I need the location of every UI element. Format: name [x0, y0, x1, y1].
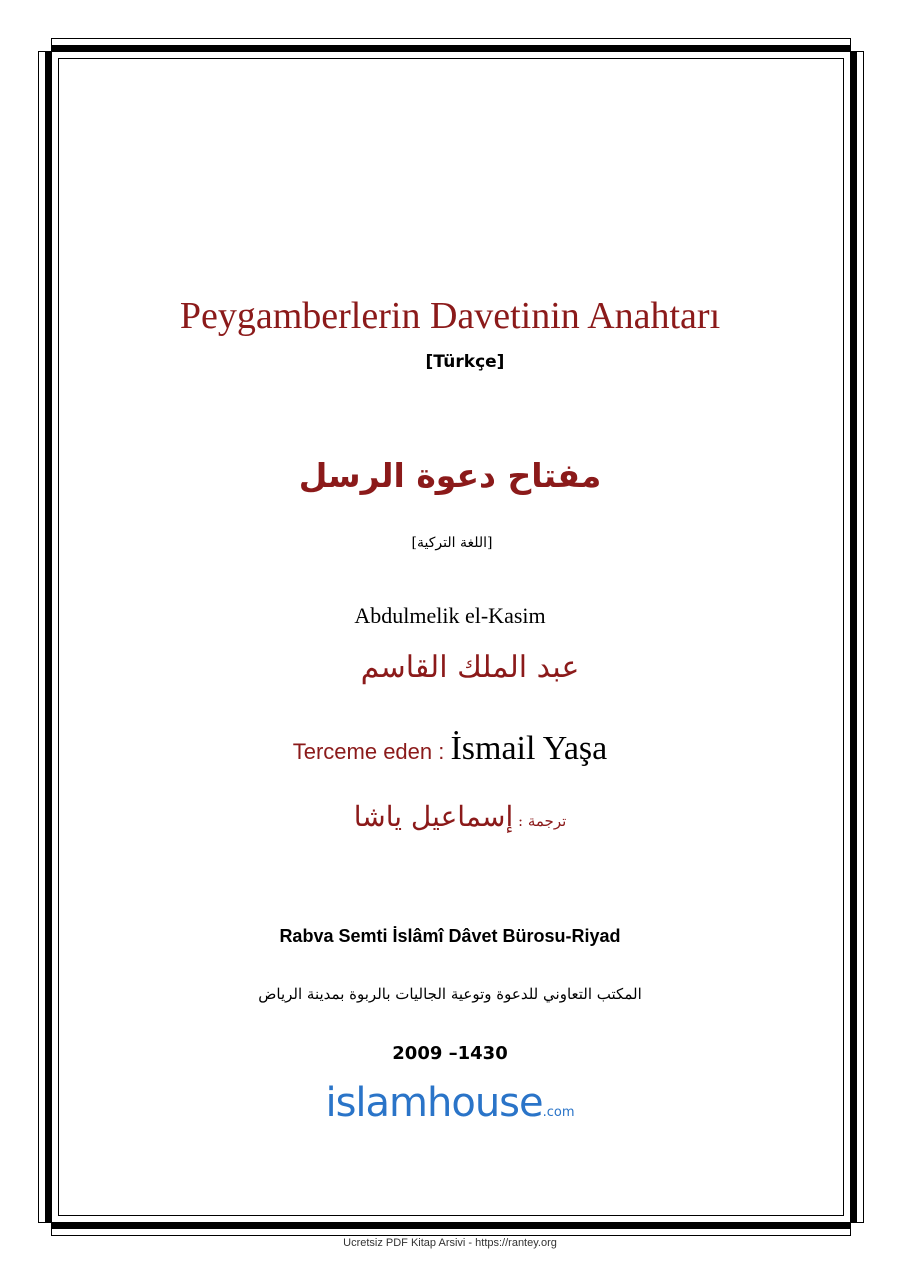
book-title: Peygamberlerin Davetinin Anahtarı — [179, 295, 721, 337]
translator-name-arabic: إسماعيل ياشا — [353, 800, 514, 833]
corner-line — [850, 38, 851, 52]
publication-year: 2009 –1430 — [392, 1043, 508, 1064]
islamhouse-logo — [0, 1080, 900, 1126]
language-label-arabic: [اللغة التركية] — [411, 535, 493, 551]
corner-line — [38, 51, 52, 52]
corner-notch-bottom-right — [850, 1222, 864, 1236]
corner-notch-top-left — [38, 38, 52, 52]
translator-label-arabic: ترجمة : — [513, 812, 567, 830]
language-label-turkish: [Türkçe] — [425, 352, 505, 372]
author-name-arabic: عبد الملك القاسم — [360, 650, 580, 685]
corner-line — [850, 1222, 851, 1236]
author-name: Abdulmelik el-Kasim — [354, 603, 546, 628]
corner-notch-bottom-left — [38, 1222, 52, 1236]
logo-suffix: .com — [542, 1105, 575, 1120]
translator-name: İsmail Yaşa — [450, 730, 608, 767]
publisher-name: Rabva Semti İslâmî Dâvet Bürosu-Riyad — [279, 926, 621, 946]
corner-notch-top-right — [850, 38, 864, 52]
translator-line — [0, 730, 900, 768]
corner-line — [51, 1222, 52, 1236]
translator-label: Terceme eden : — [292, 739, 451, 764]
corner-line — [38, 1222, 52, 1223]
translator-line-arabic — [10, 800, 900, 833]
book-title-arabic: مفتاح دعوة الرسل — [298, 456, 602, 495]
corner-line — [51, 38, 52, 52]
footer-watermark: Ucretsiz PDF Kitap Arsivi - https://rantey.org — [343, 1237, 557, 1249]
publisher-name-arabic: المكتب التعاوني للدعوة وتوعية الجاليات بالربوة بمدينة الرياض — [258, 985, 642, 1003]
corner-line — [850, 51, 864, 52]
logo-main-text: islamhouse — [325, 1080, 543, 1126]
corner-line — [850, 1222, 864, 1223]
